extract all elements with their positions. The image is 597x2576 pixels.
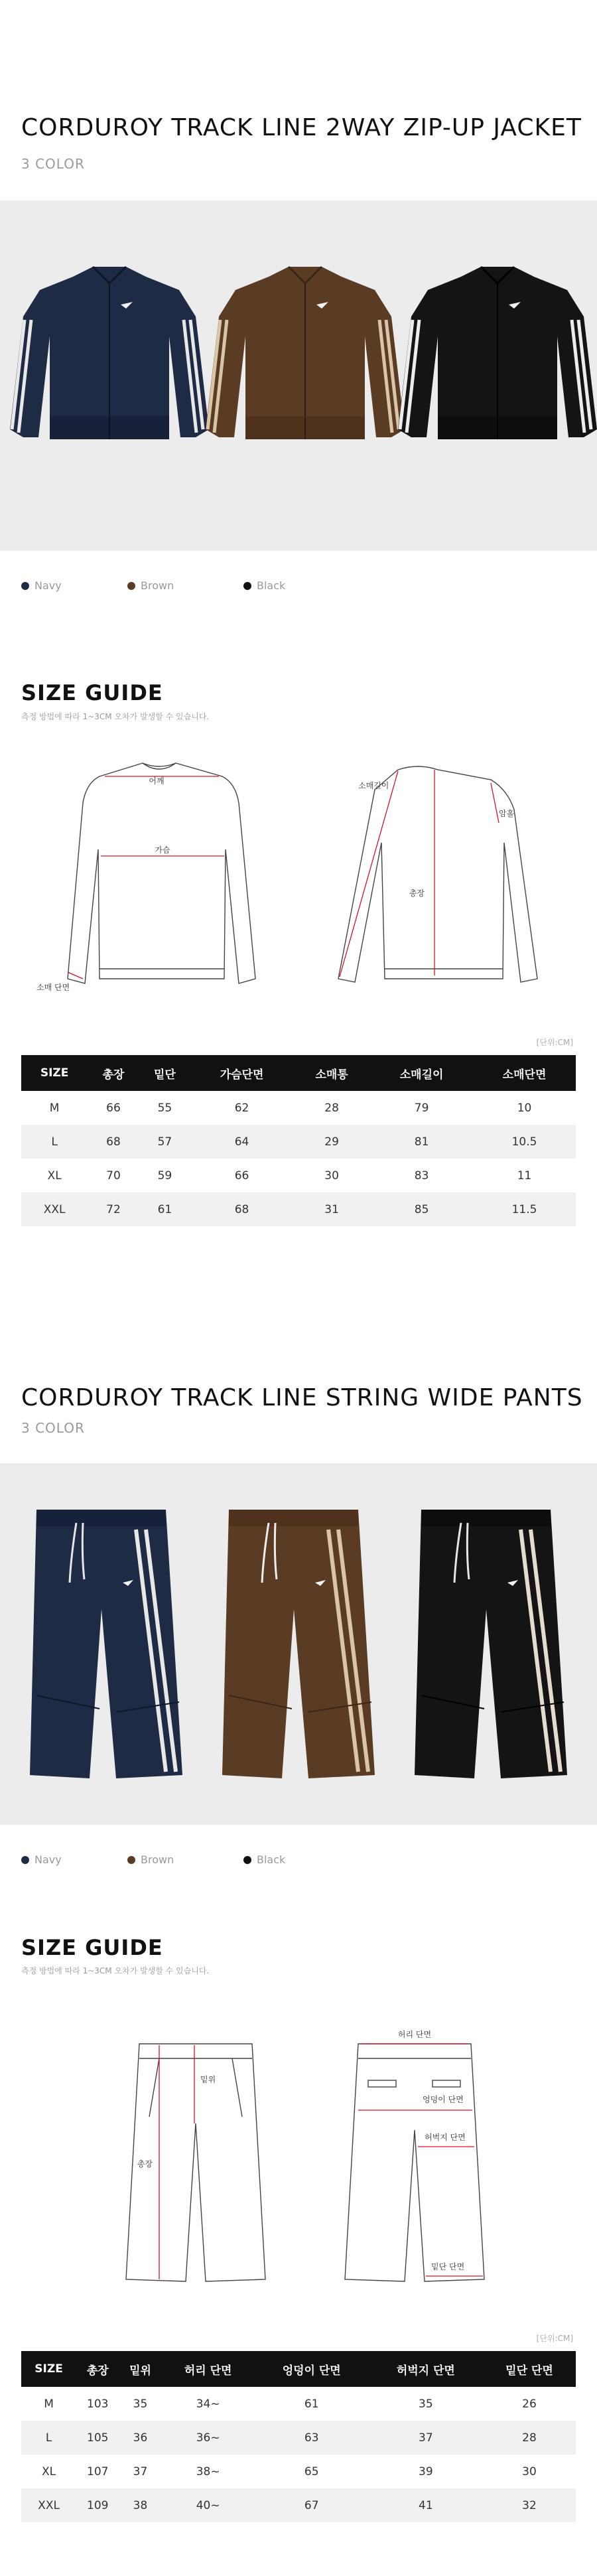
pants-color-black: Black [243,1853,462,1866]
label-length: 총장 [409,889,425,898]
label-thigh: 허벅지 단면 [425,2133,466,2142]
label-rise: 밑위 [200,2075,216,2084]
pants-unit-note: [단위:CM] [536,2334,573,2343]
brown-swatch [127,1856,135,1864]
table-header-row [21,1055,576,1091]
table-header: 허리 단면 [162,2351,255,2387]
pants-color-count: 3 COLOR [21,1420,85,1436]
label-sleeve-length: 소매길이 [358,781,389,790]
label-hem: 밑단 단면 [431,2262,465,2271]
table-row: XL 107 37 38~ 65 39 30 [42,2465,537,2478]
table-header: 총장 [88,1055,139,1091]
jacket-size-table [21,1055,576,1226]
table-header-row [21,2351,576,2387]
jacket-unit-note: [단위:CM] [536,1038,573,1047]
table-header: 엉덩이 단면 [255,2351,369,2387]
pants-size-diagram [27,2017,577,2296]
table-header: SIZE [21,2351,76,2387]
jacket-color-black: Black [243,579,462,592]
jacket-size-note: 측정 방법에 따라 1~3CM 오차가 발생할 수 있습니다. [21,712,210,721]
jacket-size-diagram [27,750,577,1002]
pants-photo-brown [222,1510,375,1778]
label-cuff: 소매 단면 [36,983,70,992]
label-armhole: 암홀 [499,809,515,818]
pants-color-list [21,1853,462,1866]
table-header: 소매통 [293,1055,370,1091]
pants-photo-navy [30,1510,182,1778]
pants-photo-band [0,1463,597,1825]
table-header: 밑위 [119,2351,161,2387]
table-row: M 66 55 62 28 79 10 [49,1101,532,1115]
navy-swatch [21,1856,29,1864]
jacket-photo-brown [206,267,405,439]
table-row: L 68 57 64 29 81 10.5 [21,1125,576,1159]
table-row: XXL 72 61 68 31 85 11.5 [21,1192,576,1226]
black-swatch [243,1856,251,1864]
jacket-front-sketch [68,763,255,983]
label-shoulder: 어깨 [149,776,165,786]
table-row: L 105 36 36~ 63 37 28 [21,2421,576,2455]
table-row: M 103 35 34~ 61 35 26 [44,2397,537,2411]
black-swatch [243,582,251,590]
table-row: XXL 109 38 40~ 67 41 32 [21,2488,576,2522]
pants-size-table [21,2351,576,2522]
pants-color-navy: Navy [21,1853,127,1866]
jacket-product-photos [0,200,597,551]
pants-title: CORDUROY TRACK LINE STRING WIDE PANTS [21,1384,583,1411]
table-header: 소매단면 [473,1055,576,1091]
pants-color-brown: Brown [127,1853,243,1866]
table-header: SIZE [21,1055,88,1091]
table-row: XL 70 59 66 30 83 11 [47,1169,532,1182]
table-header: 소매길이 [370,1055,473,1091]
pants-product-photos [0,1463,597,1825]
jacket-color-list [21,579,462,592]
brown-swatch [127,582,135,590]
table-header: 총장 [76,2351,119,2387]
jacket-color-navy: Navy [21,579,127,592]
pants-size-guide-title: SIZE GUIDE [21,1935,163,1960]
jacket-color-brown: Brown [127,579,243,592]
jacket-size-guide-title: SIZE GUIDE [21,680,163,705]
table-header: 가슴단면 [190,1055,293,1091]
label-chest: 가슴 [155,845,170,855]
jacket-title: CORDUROY TRACK LINE 2WAY ZIP-UP JACKET [21,114,582,141]
jacket-photo-navy [10,267,209,439]
pants-back-sketch [345,2044,484,2281]
label-hip: 엉덩이 단면 [423,2095,464,2104]
pants-size-note: 측정 방법에 따라 1~3CM 오차가 발생할 수 있습니다. [21,1966,210,1975]
navy-swatch [21,582,29,590]
jacket-color-count: 3 COLOR [21,156,85,172]
label-pants-length: 총장 [137,2159,153,2169]
label-waist: 허리 단면 [397,2030,432,2039]
jacket-side-sketch [338,766,537,982]
jacket-photo-band [0,200,597,551]
table-header: 밑단 단면 [483,2351,576,2387]
jacket-photo-black [398,267,597,439]
table-header: 허벅지 단면 [369,2351,483,2387]
pants-photo-black [415,1510,567,1778]
table-header: 밑단 [139,1055,190,1091]
